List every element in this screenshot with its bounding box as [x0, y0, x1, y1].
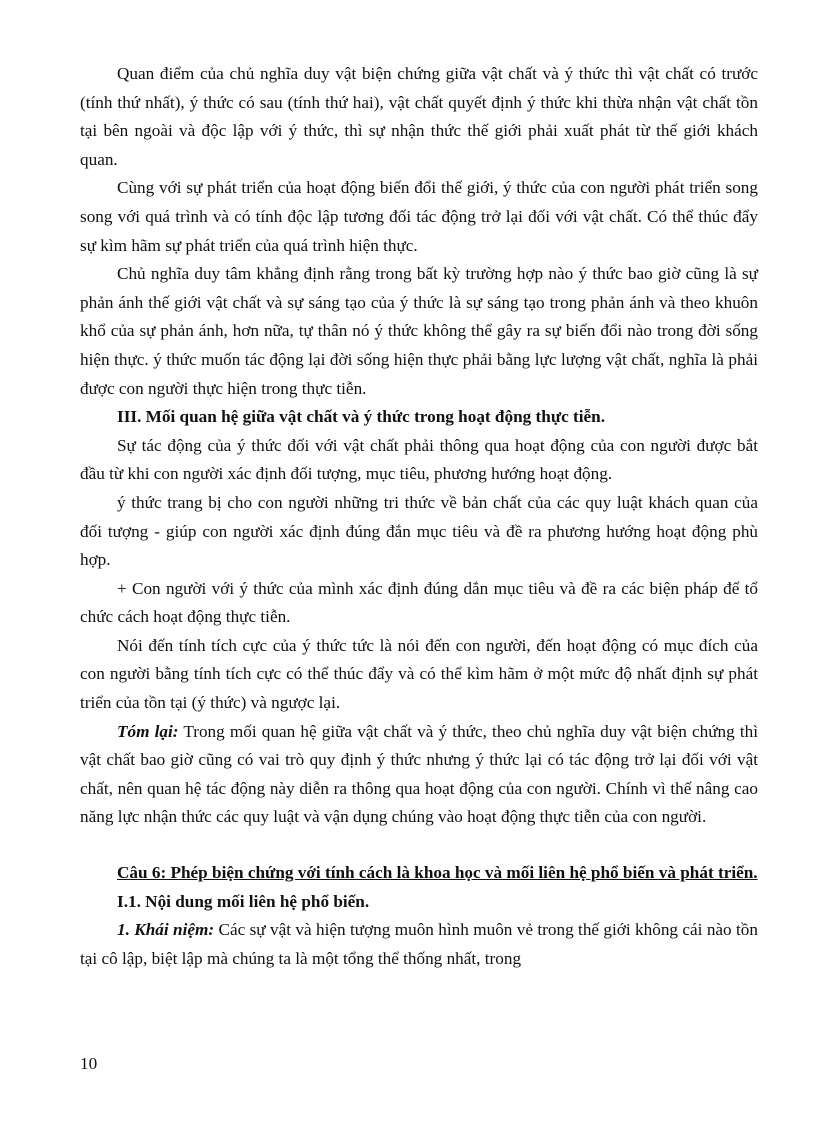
summary-lead: Tóm lại: — [117, 721, 179, 741]
paragraph: Quan điểm của chủ nghĩa duy vật biện chứng giữa vật chất và ý thức thì vật chất có trước (tính thứ nhất), ý thức có sau (tính thứ hai), vật chất quyết định ý thức khi thừa nhận vật chất tồn tại bên ngoài và độc lập với ý thức, thì sự nhận thức thế giới phải xuất phát từ thế giới khách quan. — [80, 64, 758, 169]
paragraph: Chủ nghĩa duy tâm khẳng định rằng trong bất kỳ trường hợp nào ý thức bao giờ cũng là sự phản ánh thế giới vật chất và sự sáng tạo của ý thức là sự sáng tạo trong phản ánh và theo khuôn khổ của sự phản ánh, hơn nữa, tự thân nó ý thức không thể gây ra sự biến đổi nào trong đời sống hiện thực. ý thức muốn tác động lại đời sống hiện thực phải bằng lực lượng vật chất, nghĩa là phải được con người thực hiện trong thực tiễn. — [80, 264, 758, 398]
paragraph: Nói đến tính tích cực của ý thức tức là nói đến con người, đến hoạt động có mục đích của con người bằng tính tích cực có thể thúc đẩy và có thể kìm hãm ở một mức độ nhất định sự phát triển của tồn tại (ý thức) và ngược lại. — [80, 635, 758, 713]
concept-lead: 1. Khái niệm: — [117, 920, 215, 940]
section-heading-iii: III. Mối quan hệ giữa vật chất và ý thức trong hoạt động thực tiễn. — [117, 407, 606, 427]
paragraph: + Con người với ý thức của mình xác định đúng dắn mục tiêu và đề ra các biện pháp để tổ chức cách hoạt động thực tiễn. — [80, 578, 758, 627]
paragraph: Sự tác động của ý thức đối với vật chất phải thông qua hoạt động của con người được bắt đầu từ khi con người xác định đối tượng, mục tiêu, phương hướng hoạt động. — [80, 435, 758, 484]
section-heading: I.1. Nội dung mối liên hệ phổ biến. — [117, 891, 370, 911]
question-title: Câu 6: Phép biện chứng với tính cách là khoa học và mối liên hệ phổ biến và phát triển. — [117, 863, 758, 883]
summary-paragraph — [80, 718, 758, 832]
page-number: 10 — [80, 1054, 98, 1073]
summary-text: Trong mối quan hệ giữa vật chất và ý thức, theo chủ nghĩa duy vật biện chứng thì vật chất bao giờ cũng có vai trò quy định ý thức nhưng ý thức lại có tác động trở lại đối với vật chất, nên quan hệ tác động này diễn ra thông qua hoạt động của con người. Chính vì thế nâng cao năng lực nhận thức các quy luật và vận dụng chúng vào hoạt động thực tiễn của con người. — [80, 721, 758, 827]
concept-text: Các sự vật và hiện tượng muôn hình muôn vẻ trong thế giới không cái nào tồn tại cô lập, biệt lập mà chúng ta là một tổng thể thống nhất, trong — [80, 920, 758, 968]
concept-paragraph — [80, 916, 758, 973]
page-content — [80, 60, 758, 973]
paragraph: ý thức trang bị cho con người những tri thức về bản chất của các quy luật khách quan của đối tượng - giúp con người xác định đúng đắn mục tiêu và đề ra phương hướng hoạt động phù hợp. — [80, 492, 758, 570]
paragraph: Cùng với sự phát triển của hoạt động biến đổi thế giới, ý thức của con người phát triển song song với quá trình và có tính độc lập tương đối tác động trở lại đối với vật chất. Có thể thúc đẩy sự kìm hãm sự phát triển của quá trình hiện thực. — [80, 178, 758, 255]
